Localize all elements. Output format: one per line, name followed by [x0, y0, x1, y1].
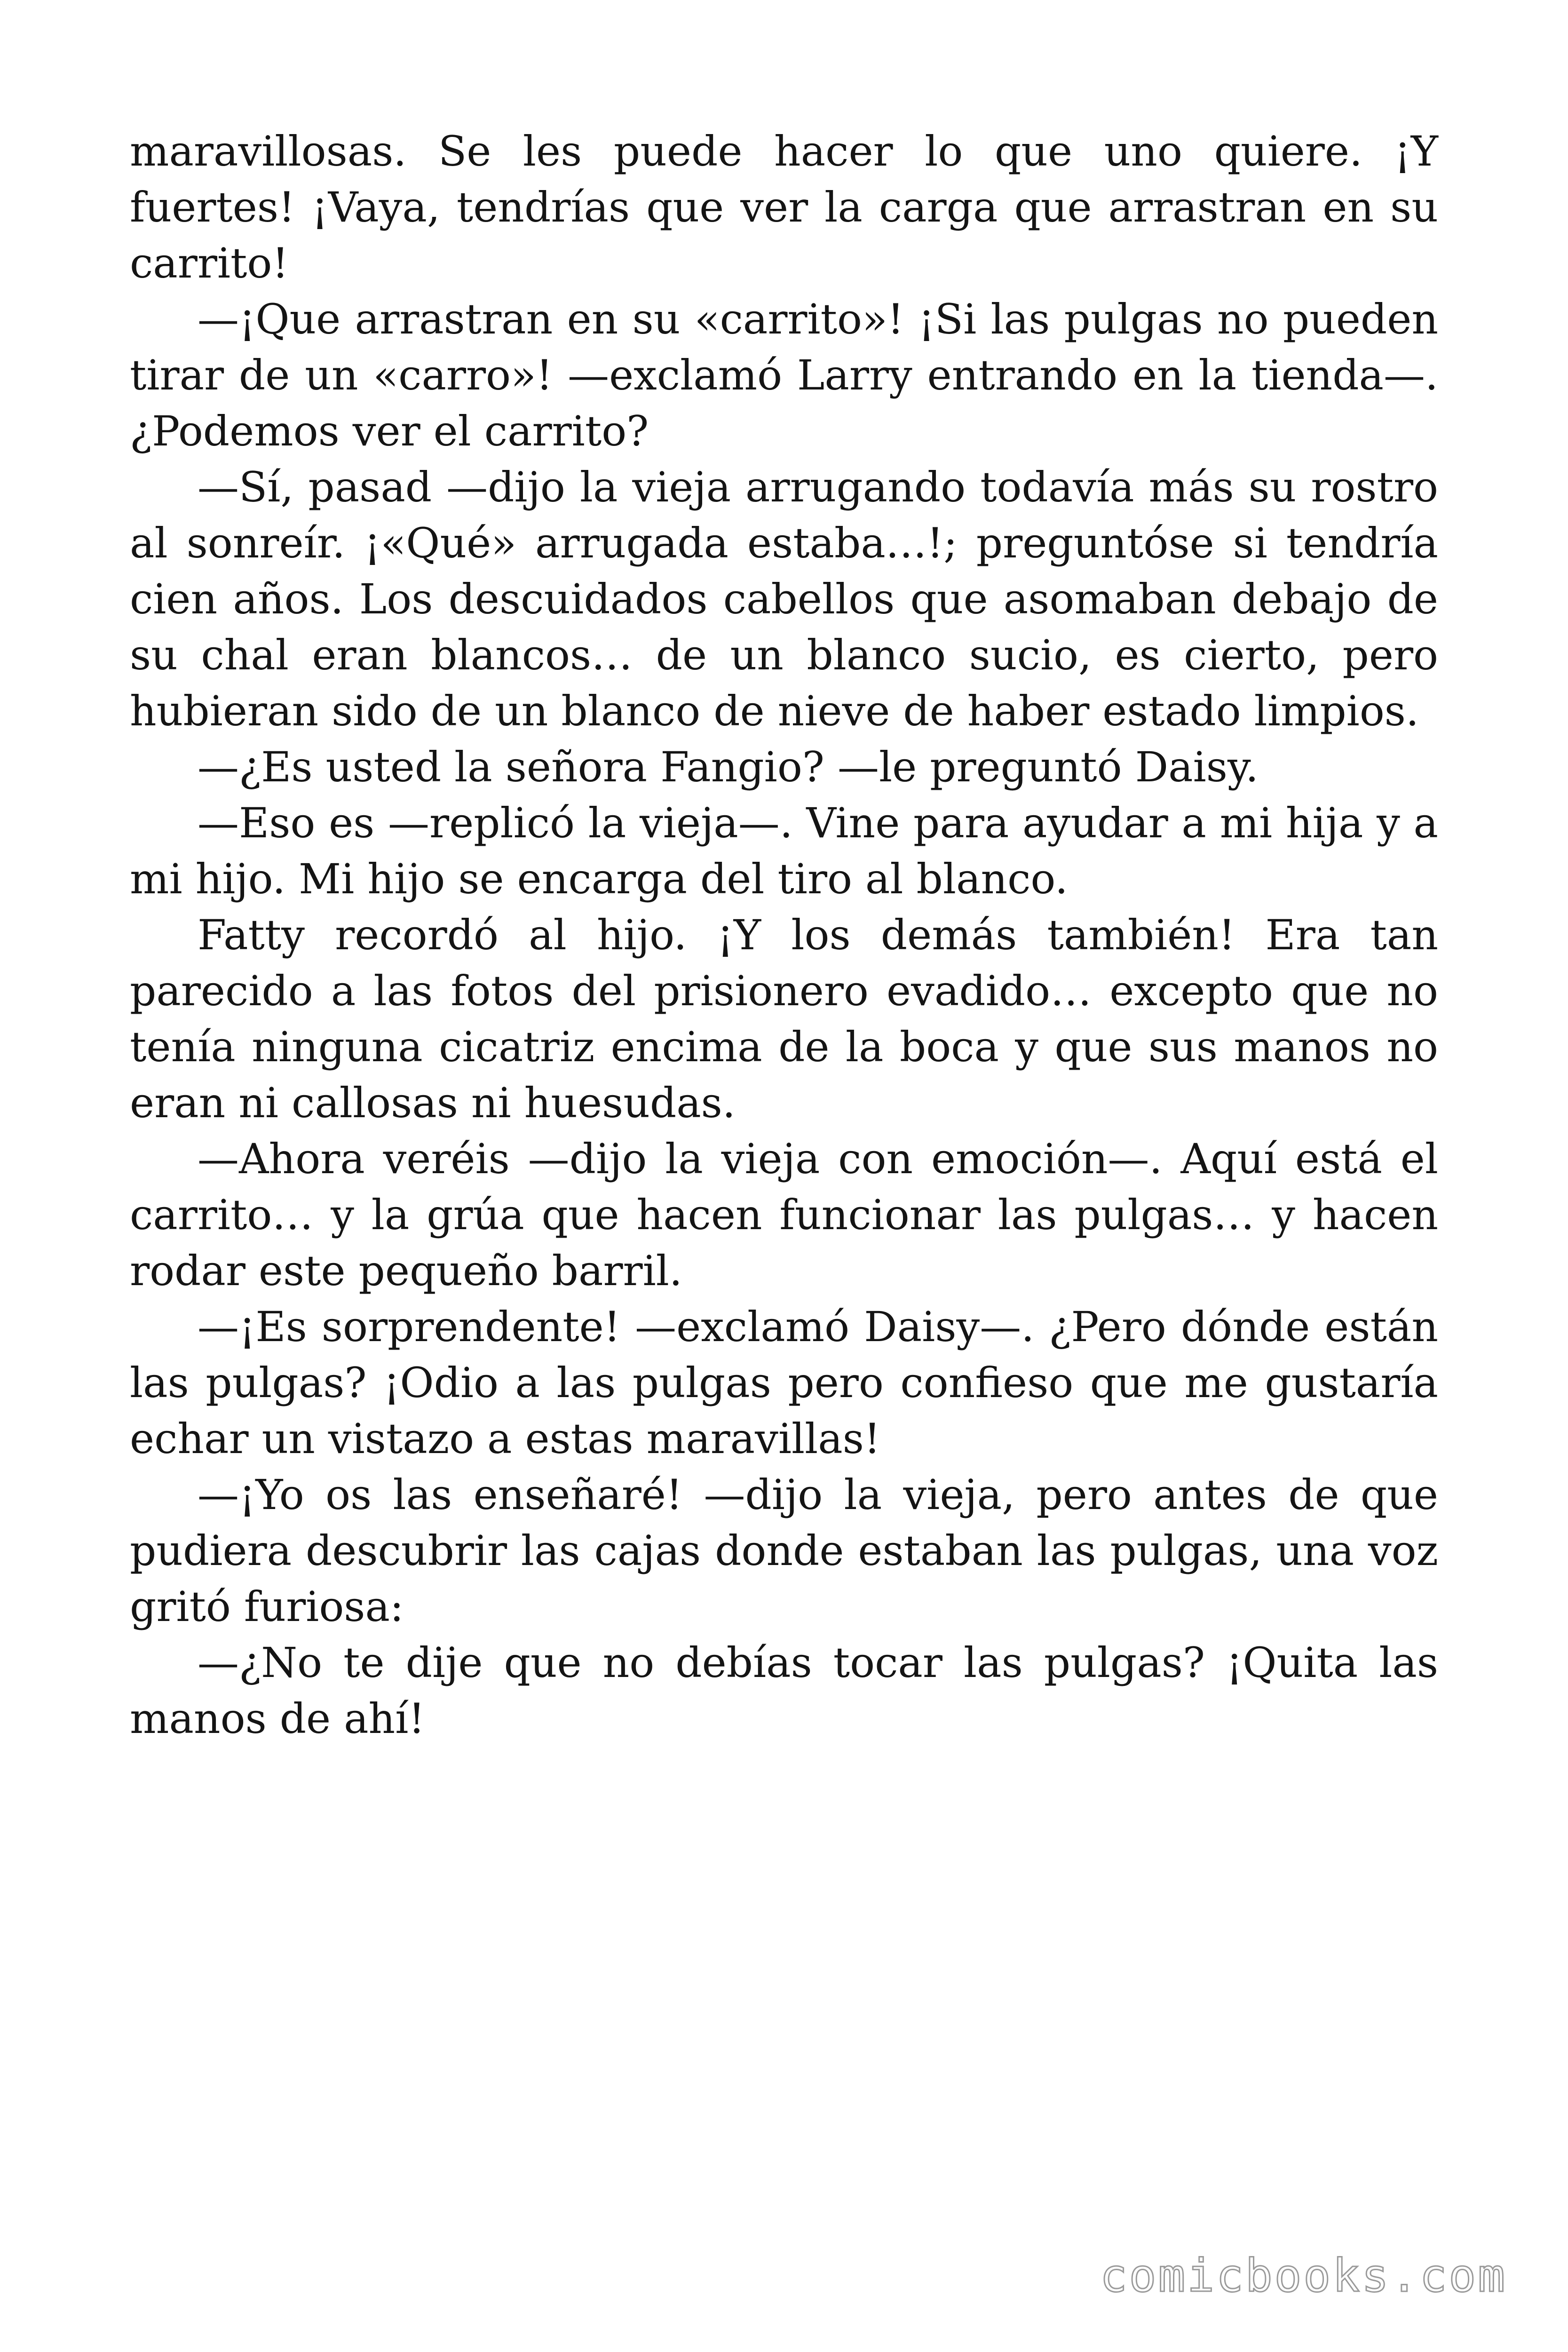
paragraph: —Ahora veréis —dijo la vieja con emoción—. Aquí está el carrito… y la grúa que hacen funcionar las pulgas… y hacen rodar este pequeño barril.	[130, 1135, 1438, 1295]
watermark: comicbooks.com	[1100, 2249, 1507, 2302]
body-text	[130, 123, 1438, 1747]
paragraph: Fatty recordó al hijo. ¡Y los demás también! Era tan parecido a las fotos del prisionero evadido… excepto que no tenía ninguna cicatriz encima de la boca y que sus manos no eran ni callosas ni huesudas.	[130, 911, 1438, 1127]
paragraph: —¡Que arrastran en su «carrito»! ¡Si las pulgas no pueden tirar de un «carro»! —exclamó Larry entrando en la tienda—. ¿Podemos ver el carrito?	[130, 295, 1438, 455]
paragraph: —¿No te dije que no debías tocar las pulgas? ¡Quita las manos de ahí!	[130, 1638, 1438, 1743]
paragraph: —¡Es sorprendente! —exclamó Daisy—. ¿Pero dónde están las pulgas? ¡Odio a las pulgas pero confieso que me gustaría echar un vistazo a estas maravillas!	[130, 1303, 1438, 1463]
paragraph: —Sí, pasad —dijo la vieja arrugando todavía más su rostro al sonreír. ¡«Qué» arrugada estaba…!; preguntóse si tendría cien años. Los descuidados cabellos que asomaban debajo de su chal eran blancos… de un blanco sucio, es cierto, pero hubieran sido de un blanco de nieve de haber estado limpios.	[130, 463, 1438, 735]
paragraph: —¡Yo os las enseñaré! —dijo la vieja, pero antes de que pudiera descubrir las cajas donde estaban las pulgas, una voz gritó furiosa:	[130, 1470, 1438, 1631]
paragraph: maravillosas. Se les puede hacer lo que uno quiere. ¡Y fuertes! ¡Vaya, tendrías que ver la carga que arrastran en su carrito!	[130, 127, 1438, 287]
paragraph: —¿Es usted la señora Fangio? —le preguntó Daisy.	[198, 743, 1259, 791]
paragraph: —Eso es —replicó la vieja—. Vine para ayudar a mi hija y a mi hijo. Mi hijo se encarga del tiro al blanco.	[130, 799, 1438, 903]
